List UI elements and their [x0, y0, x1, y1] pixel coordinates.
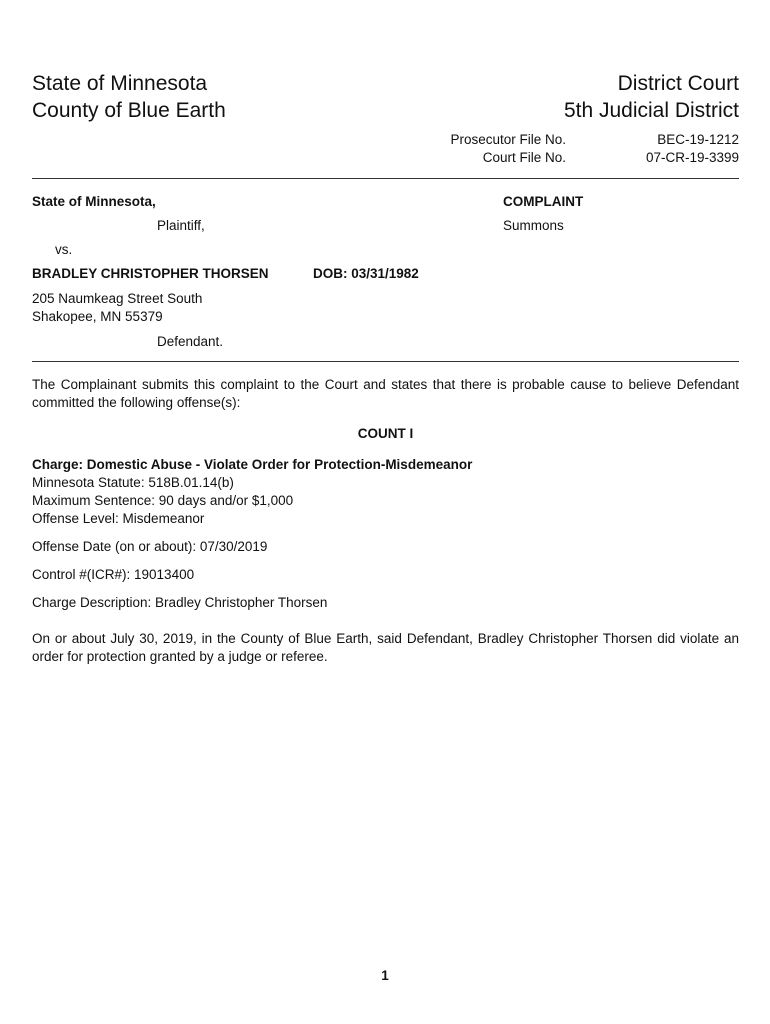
defendant-role: Defendant. [157, 334, 224, 349]
defendant-address-line2: Shakopee, MN 55379 [32, 309, 163, 324]
plaintiff-role: Plaintiff, [157, 218, 205, 233]
document-subtype: Summons [503, 218, 564, 233]
offense-date-line: Offense Date (on or about): 07/30/2019 [32, 539, 268, 554]
defendant-address-line1: 205 Naumkeag Street South [32, 291, 203, 306]
defendant-dob: DOB: 03/31/1982 [313, 266, 419, 281]
document-type: COMPLAINT [503, 194, 584, 209]
header-state: State of Minnesota [32, 72, 208, 95]
prosecutor-file-value: BEC-19-1212 [657, 132, 739, 147]
offense-level-line: Offense Level: Misdemeanor [32, 511, 205, 526]
statute-line: Minnesota Statute: 518B.01.14(b) [32, 475, 234, 490]
plaintiff-name: State of Minnesota, [32, 194, 156, 209]
charge-description-line: Charge Description: Bradley Christopher Thorsen [32, 595, 328, 610]
prosecutor-file-label: Prosecutor File No. [450, 132, 566, 147]
charge-line: Charge: Domestic Abuse - Violate Order for Protection-Misdemeanor [32, 457, 473, 472]
page-number: 1 [381, 968, 389, 983]
control-number-line: Control #(ICR#): 19013400 [32, 567, 195, 582]
header-divider [32, 178, 739, 179]
narrative-paragraph: On or about July 30, 2019, in the County of Blue Earth, said Defendant, Bradley Christopher Thorsen did violate an order for protection granted by a judge or referee. [32, 631, 739, 664]
header-court: District Court [617, 72, 739, 95]
court-file-value: 07-CR-19-3399 [645, 150, 739, 165]
header-district: 5th Judicial District [563, 99, 739, 122]
court-file-label: Court File No. [482, 150, 566, 165]
header-county: County of Blue Earth [32, 99, 226, 122]
intro-paragraph: The Complainant submits this complaint to the Court and states that there is probable cause to believe Defendant committed the following offense(s): [32, 377, 739, 410]
count-heading: COUNT I [357, 426, 414, 441]
caption-divider [32, 361, 739, 362]
versus-label: vs. [55, 242, 73, 257]
max-sentence-line: Maximum Sentence: 90 days and/or $1,000 [32, 493, 294, 508]
defendant-name: BRADLEY CHRISTOPHER THORSEN [32, 266, 269, 281]
